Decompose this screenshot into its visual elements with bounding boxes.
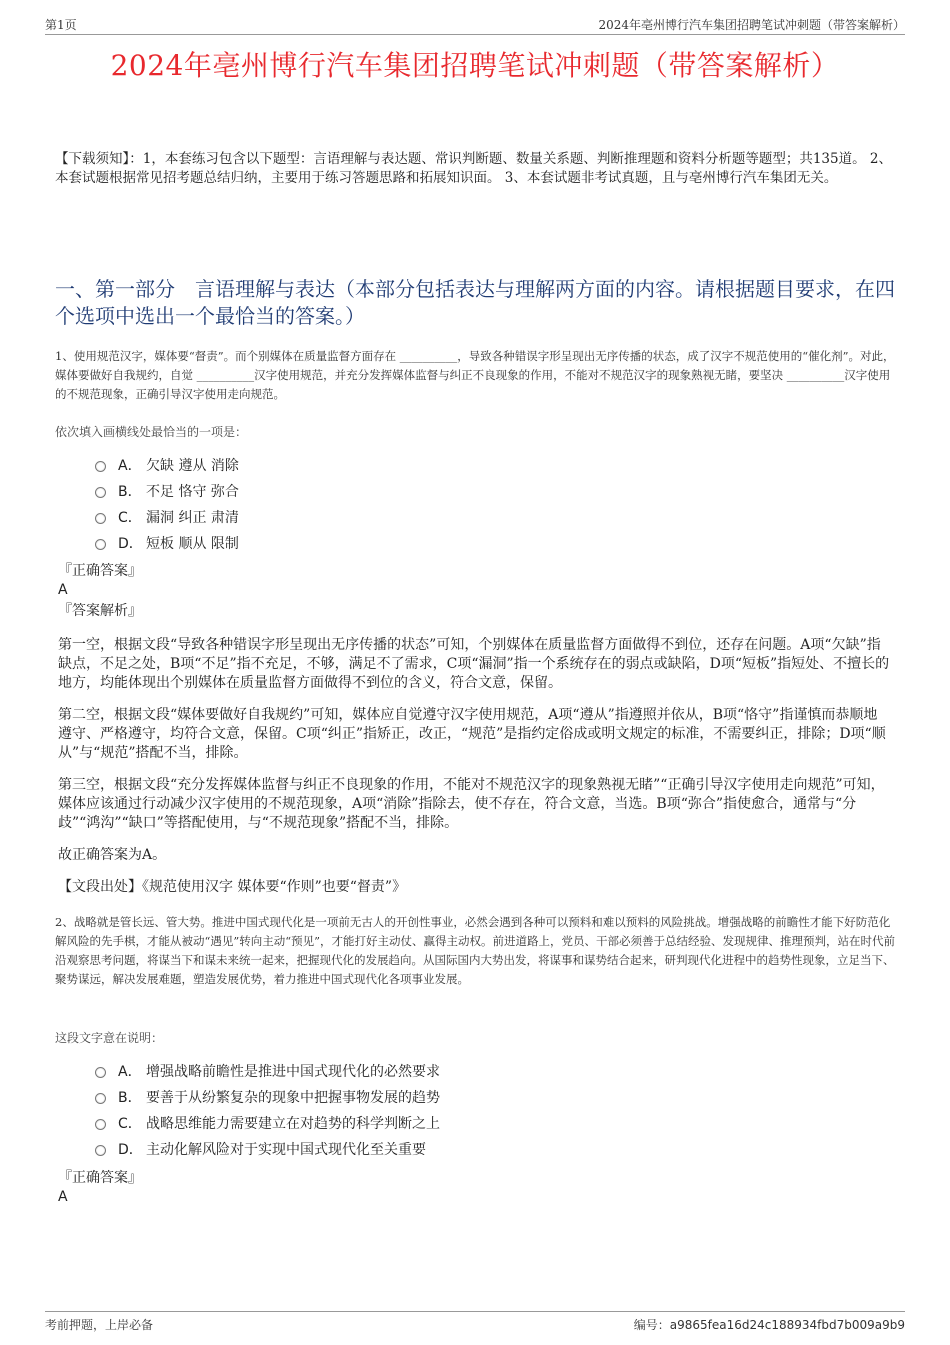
analysis-paragraph: 第一空，根据文段“导致各种错误字形呈现出无序传播的状态”可知，个别媒体在质量监督方面做得不到位，还存在问题。A项“欠缺”指缺点，不足之处，B项“不足”指不充足，不够，满足不了需求，C项“漏洞”指一个系统存在的弱点或缺陷，D项“短板”指短处、不擅长的地方，均能体现出个别媒体在质量监督方面做得不到位的含义，符合文意，保留。 <box>58 637 890 691</box>
option-letter: A． <box>118 1064 142 1080</box>
option-letter: D． <box>118 536 143 552</box>
section-title: 一、第一部分 言语理解与表达（本部分包括表达与理解两方面的内容。请根据题目要求，在四个选项中选出一个最恰当的答案。） <box>55 277 895 328</box>
option-c[interactable] <box>95 505 239 531</box>
option-text: 战略思维能力需要建立在对趋势的科学判断之上 <box>146 1116 440 1132</box>
option-letter: D． <box>118 1142 143 1158</box>
radio-button[interactable] <box>95 1067 106 1078</box>
radio-button[interactable] <box>95 487 106 498</box>
option-b[interactable] <box>95 479 239 505</box>
option-b[interactable] <box>95 1085 440 1111</box>
source-note: 【文段出处】《规范使用汉字 媒体要“作则”也要“督责”》 <box>58 879 407 895</box>
radio-button[interactable] <box>95 1119 106 1130</box>
option-d[interactable] <box>95 531 239 557</box>
question-1-options <box>95 453 239 557</box>
option-letter: C． <box>118 1116 142 1132</box>
option-text: 不足 恪守 弥合 <box>146 484 239 500</box>
footer-slogan: 考前押题，上岸必备 <box>45 1318 154 1332</box>
option-letter: A． <box>118 458 142 474</box>
option-text: 主动化解风险对于实现中国式现代化至关重要 <box>146 1142 426 1158</box>
option-c[interactable] <box>95 1111 440 1137</box>
option-text: 欠缺 遵从 消除 <box>146 458 239 474</box>
analysis-paragraph: 故正确答案为A。 <box>58 847 167 863</box>
radio-button[interactable] <box>95 513 106 524</box>
option-a[interactable] <box>95 453 239 479</box>
question-2-text: 2、战略就是管长远、管大势。推进中国式现代化是一项前无古人的开创性事业，必然会遇到各种可以预料和难以预料的风险挑战。增强战略的前瞻性才能下好防范化解风险的先手棋，才能从被动“遇见”转向主动“预见”，才能打好主动仗、赢得主动权。前进道路上，党员、干部必须善于总结经验、发现规律、推理预判，站在时代前沿观察思考问题，将谋当下和谋未来统一起来，把握现代化的发展趋向。从国际国内大势出发，将谋事和谋势结合起来，研判现代化进程中的趋势性现象，立足当下、聚势谋远，解决发展难题，塑造发展优势，着力推进中国式现代化各项事业发展。 <box>55 915 896 986</box>
option-text: 漏洞 纠正 肃清 <box>146 510 239 526</box>
radio-button[interactable] <box>95 539 106 550</box>
option-letter: C． <box>118 510 142 526</box>
question-1-prompt: 依次填入画横线处最恰当的一项是： <box>55 425 248 439</box>
document-title: 2024年亳州博行汽车集团招聘笔试冲刺题（带答案解析） <box>110 49 840 82</box>
answer-value: A <box>58 1189 68 1205</box>
option-text: 增强战略前瞻性是推进中国式现代化的必然要求 <box>146 1064 440 1080</box>
header-doc-name: 2024年亳州博行汽车集团招聘笔试冲刺题（带答案解析） <box>598 18 905 32</box>
option-text: 短板 顺从 限制 <box>146 536 239 552</box>
question-1-text: 1、使用规范汉字，媒体要“督责”。而个别媒体在质量监督方面存在 __________，导致各种错误字形呈现出无序传播的状态，成了汉字不规范使用的“催化剂”。对此，媒体要做好自我规约，自觉 __________汉字使用规范，并充分发挥媒体监督与纠正不良现象的作用，不能对不规范汉字的现象熟视无睹，要坚决 __________汉字使用的不规范现象，正确引导汉字使用走向规范。 <box>55 349 895 401</box>
answer-label: 『正确答案』 <box>58 1170 142 1186</box>
answer-label: 『正确答案』 <box>58 563 142 579</box>
radio-button[interactable] <box>95 1145 106 1156</box>
option-d[interactable] <box>95 1137 440 1163</box>
download-notice: 【下载须知】：1，本套练习包含以下题型：言语理解与表达题、常识判断题、数量关系题、判断推理题和资料分析题等题型；共135道。 2、本套试题根据常见招考题总结归纳，主要用于练习答题思路和拓展知识面。 3、本套试题非考试真题，且与亳州博行汽车集团无关。 <box>55 151 892 186</box>
analysis-label: 『答案解析』 <box>58 603 142 619</box>
answer-value: A <box>58 582 68 598</box>
option-letter: B． <box>118 484 142 500</box>
footer-code-value: a9865fea16d24c188934fbd7b009a9b9 <box>669 1318 905 1332</box>
page-header <box>45 14 905 35</box>
analysis-paragraph: 第三空，根据文段“充分发挥媒体监督与纠正不良现象的作用，不能对不规范汉字的现象熟视无睹”“正确引导汉字使用走向规范”可知，媒体应该通过行动减少汉字使用的不规范现象，A项“消除”指除去，使不存在，符合文意，当选。B项“弥合”指使愈合，通常与“分歧”“鸿沟”“缺口”等搭配使用，与“不规范现象”搭配不当，排除。 <box>58 777 885 831</box>
footer-code-label: 编号： <box>633 1318 670 1332</box>
question-2-options <box>95 1059 440 1163</box>
option-text: 要善于从纷繁复杂的现象中把握事物发展的趋势 <box>146 1090 440 1106</box>
option-a[interactable] <box>95 1059 440 1085</box>
analysis-paragraph: 第二空，根据文段“媒体要做好自我规约”可知，媒体应自觉遵守汉字使用规范，A项“遵从”指遵照并依从，B项“恪守”指谨慎而恭顺地遵守、严格遵守，均符合文意，保留。C项“纠正”指矫正，改正，“规范”是指约定俗成或明文规定的标准，不需要纠正，排除；D项“顺从”与“规范”搭配不当，排除。 <box>58 707 886 761</box>
analysis-body <box>58 636 890 910</box>
option-letter: B． <box>118 1090 142 1106</box>
radio-button[interactable] <box>95 461 106 472</box>
footer-code <box>634 1316 905 1333</box>
page-number: 第1页 <box>45 18 77 32</box>
radio-button[interactable] <box>95 1093 106 1104</box>
page-footer <box>45 1311 905 1334</box>
question-2-prompt: 这段文字意在说明： <box>55 1031 164 1045</box>
